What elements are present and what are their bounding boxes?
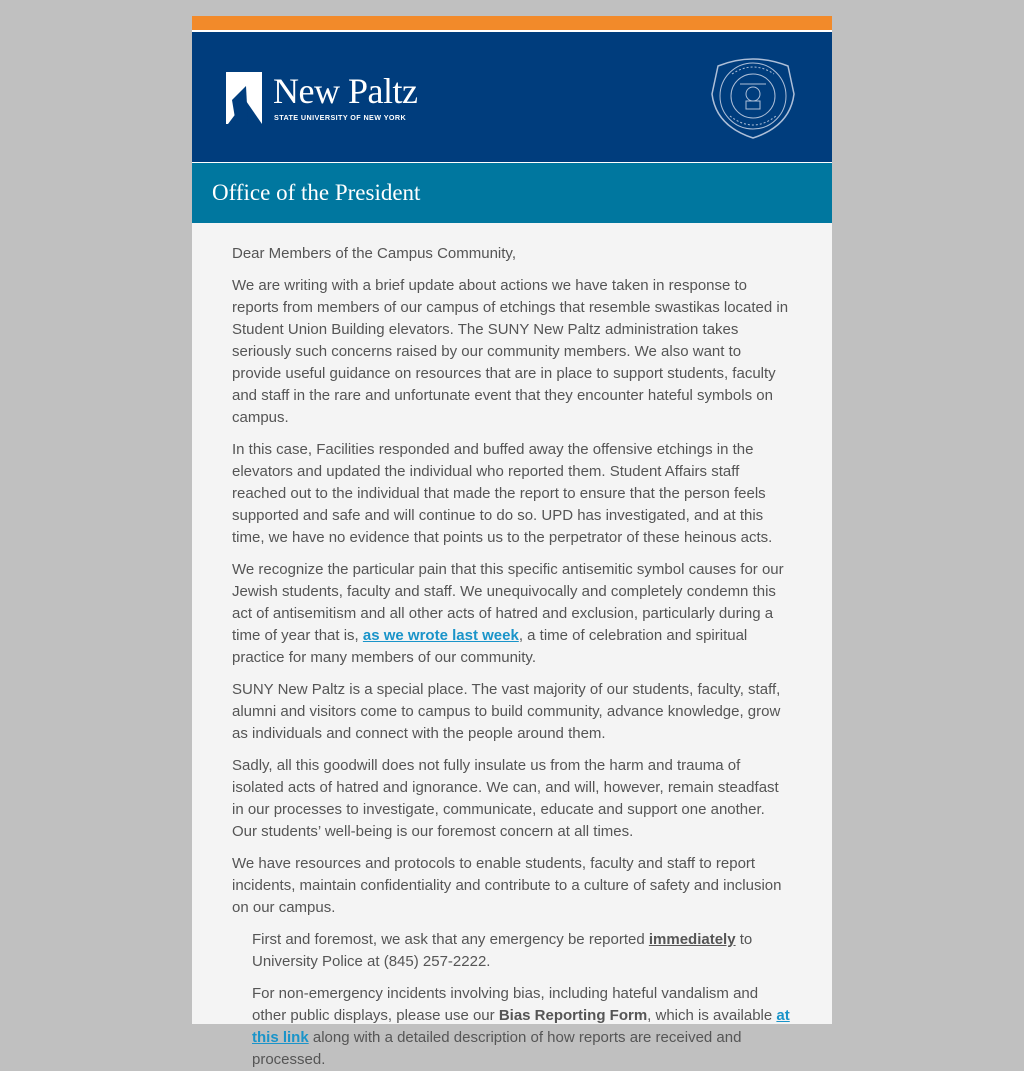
bias-reporting-form-label: Bias Reporting Form bbox=[498, 1007, 648, 1024]
email-body bbox=[192, 223, 832, 1071]
paragraph-update: We are writing with a brief update about actions we have taken in response to reports from members of our campus of etchings that resemble swastikas located in Student Union Building elevators. The SUNY New Paltz administration takes seriously such concerns raised by our community members. We also want to provide useful guidance on resources that are in place to support students, faculty and staff in the rare and unfortunate event that they encounter hateful symbols on campus. bbox=[232, 277, 789, 426]
p7-text-before: First and foremost, we ask that any emergency be reported bbox=[252, 931, 649, 948]
paragraph-bias-reporting bbox=[232, 983, 792, 1071]
university-seal-icon bbox=[710, 54, 796, 140]
top-accent-bar bbox=[192, 16, 832, 32]
logo-mark-icon bbox=[226, 70, 264, 126]
new-paltz-logo[interactable] bbox=[226, 70, 426, 126]
paragraph-resources: We have resources and protocols to enable students, faculty and staff to report incidents, maintain confidentiality and contribute to a culture of safety and inclusion on our campus. bbox=[232, 855, 782, 916]
p3-text-before: We recognize the particular pain that this specific antisemitic symbol causes for our Jewish students, faculty and staff. We unequivocally and completely condemn this act of antisemitism and all other acts of hatred and exclusion, particularly during a time of year that is, bbox=[232, 561, 784, 644]
immediately-emphasis: immediately bbox=[648, 931, 736, 948]
as-we-wrote-last-week-link[interactable]: as we wrote last week bbox=[362, 627, 519, 644]
greeting: Dear Members of the Campus Community, bbox=[232, 245, 516, 262]
p8-text-before: For non-emergency incidents involving bias, including hateful vandalism and other public displays, please use our bbox=[252, 985, 759, 1024]
office-title: Office of the President bbox=[212, 180, 421, 205]
logo-subtitle: STATE UNIVERSITY OF NEW YORK bbox=[274, 113, 407, 122]
office-title-band bbox=[192, 163, 832, 223]
p8-text-after: along with a detailed description of how reports are received and processed. bbox=[252, 1029, 742, 1068]
email-container bbox=[192, 16, 832, 1068]
paragraph-response: In this case, Facilities responded and buffed away the offensive etchings in the elevators and updated the individual who reported them. Student Affairs staff reached out to the individual that made the report to ensure that the person feels supported and safe and will continue to do so. UPD has investigated, and at this time, we have no evidence that points us to the perpetrator of these heinous acts. bbox=[232, 441, 773, 546]
p8-text-mid: , which is available bbox=[647, 1007, 777, 1024]
paragraph-special-place: SUNY New Paltz is a special place. The vast majority of our students, faculty, staff, alumni and visitors come to campus to build community, advance knowledge, grow as individuals and connect with the people around them. bbox=[232, 681, 781, 742]
email-header bbox=[192, 32, 832, 163]
paragraph-emergency bbox=[232, 929, 792, 973]
p7-text-after: to University Police at (845) 257-2222. bbox=[252, 931, 753, 970]
p3-text-after: , a time of celebration and spiritual practice for many members of our community. bbox=[232, 627, 748, 666]
logo-wordmark: New Paltz bbox=[273, 71, 418, 111]
at-this-link-link[interactable]: at this link bbox=[252, 1007, 790, 1046]
paragraph-goodwill: Sadly, all this goodwill does not fully insulate us from the harm and trauma of isolated acts of hatred and ignorance. We can, and will, however, remain steadfast in our processes to investigate, communicate, educate and support one another. Our students’ well-being is our foremost concern at all times. bbox=[232, 757, 779, 840]
paragraph-condemnation bbox=[232, 559, 792, 669]
